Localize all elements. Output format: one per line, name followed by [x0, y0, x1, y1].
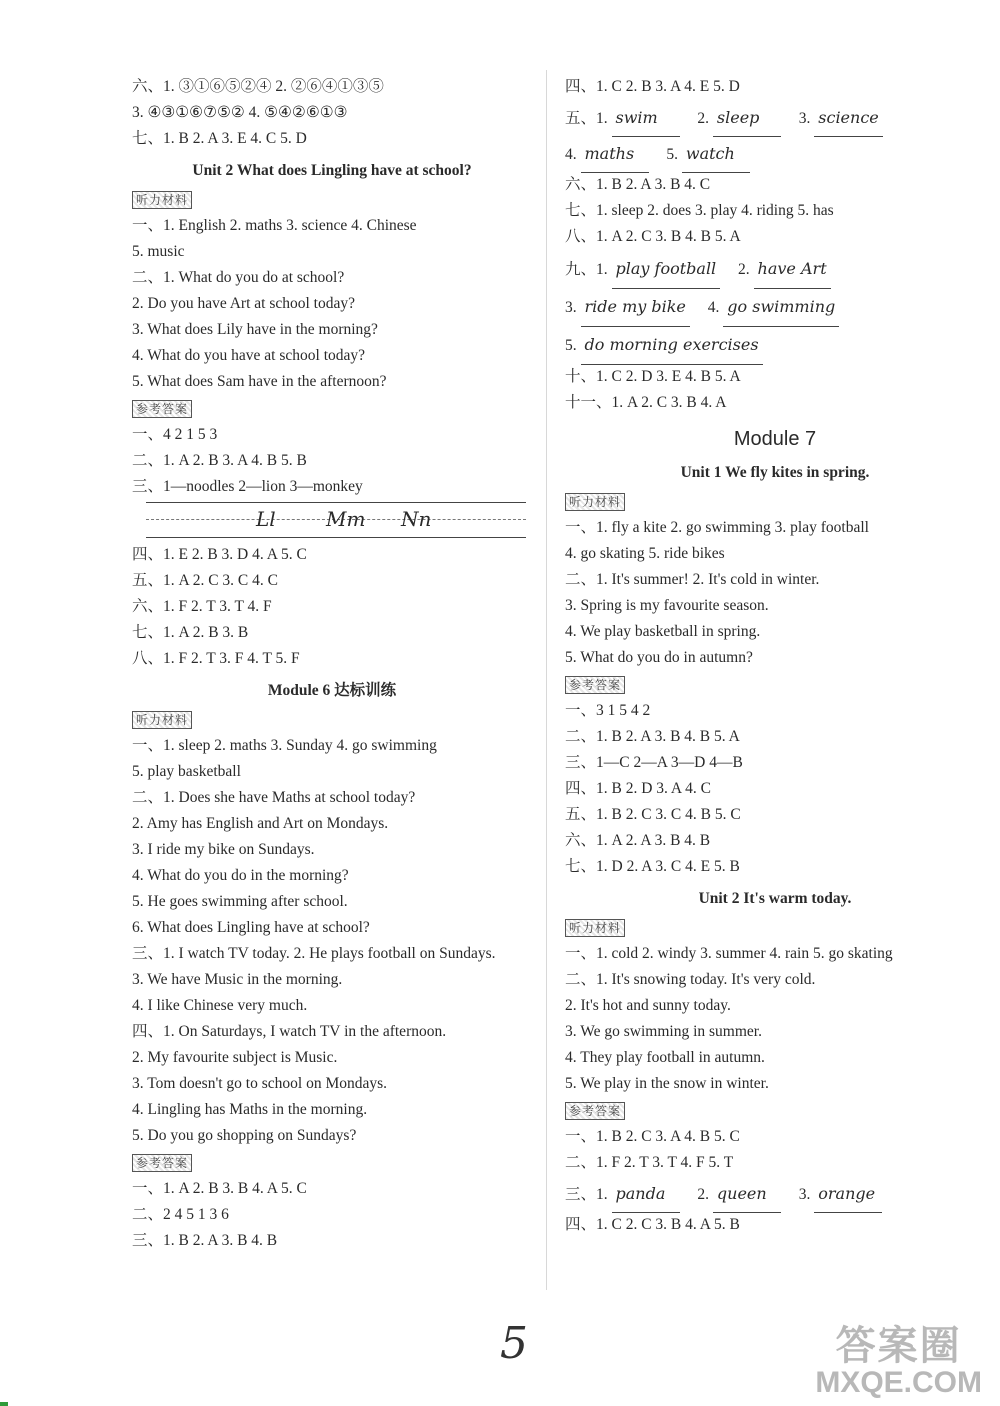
listening-line: 5. Do you go shopping on Sundays? — [132, 1127, 357, 1144]
handwritten-answer: panda — [612, 1176, 680, 1213]
listening-line: 二、1. It's snowing today. It's very cold. — [565, 971, 816, 988]
listening-line: 3. We go swimming in summer. — [565, 1023, 762, 1040]
answer-line: 四、1. E 2. B 3. D 4. A 5. C — [132, 546, 307, 563]
listening-line: 5. music — [132, 243, 185, 260]
listening-label: 听力材料 — [132, 191, 192, 209]
listening-line: 二、1. What do you do at school? — [132, 269, 345, 286]
answer-line: 三、1. B 2. A 3. B 4. B — [132, 1232, 278, 1249]
listening-line: 4. They play football in autumn. — [565, 1049, 765, 1066]
answer-line: 七、1. sleep 2. does 3. play 4. riding 5. has — [565, 202, 834, 219]
listening-line: 一、1. sleep 2. maths 3. Sunday 4. go swimming — [132, 737, 437, 754]
item-number: 五、1. — [565, 110, 608, 127]
answer-line: 七、1. A 2. B 3. B — [132, 624, 249, 641]
answer-line: 3. ④③①⑥⑦⑤② 4. ⑤④②⑥①③ — [132, 104, 348, 121]
listening-line: 4. What do you do in the morning? — [132, 867, 349, 884]
item-number: 三、1. — [565, 1186, 608, 1203]
handwriting-letter: Mm — [326, 507, 366, 531]
handwriting-letter: Nn — [401, 507, 432, 531]
listening-line: 3. Tom doesn't go to school on Mondays. — [132, 1075, 388, 1092]
handwriting-letter: Ll — [256, 507, 276, 531]
handwritten-answer-line — [565, 136, 985, 172]
item-number: 九、1. — [565, 261, 608, 278]
handwritten-answer-line — [565, 100, 985, 136]
listening-line: 5. What do you do in autumn? — [565, 649, 753, 666]
answer-line: 五、1. B 2. C 3. C 4. B 5. C — [565, 806, 741, 823]
answer-line: 三、1—C 2—A 3—D 4—B — [565, 754, 743, 771]
listening-line: 5. play basketball — [132, 763, 241, 780]
listening-line: 5. He goes swimming after school. — [132, 893, 348, 910]
handwritten-answer: science — [814, 100, 883, 137]
answer-line: 二、1. A 2. B 3. A 4. B 5. B — [132, 452, 307, 469]
listening-line: 6. What does Lingling have at school? — [132, 919, 370, 936]
handwritten-answer-line — [565, 1176, 985, 1212]
item-number: 4. — [565, 146, 577, 163]
answer-line: 四、1. C 2. B 3. A 4. E 5. D — [565, 78, 740, 95]
handwritten-answer: do morning exercises — [581, 326, 763, 365]
answer-line: 四、1. B 2. D 3. A 4. C — [565, 780, 711, 797]
listening-line: 3. We have Music in the morning. — [132, 971, 343, 988]
listening-line: 一、1. cold 2. windy 3. summer 4. rain 5. go skating — [565, 945, 893, 962]
handwritten-answer: play football — [612, 250, 721, 289]
handwritten-answer-line — [565, 326, 985, 364]
item-number: 2. — [697, 110, 710, 127]
answer-line: 八、1. F 2. T 3. F 4. T 5. F — [132, 650, 300, 667]
item-number: 3. — [798, 1186, 811, 1203]
listening-line: 三、1. I watch TV today. 2. He plays football on Sundays. — [132, 945, 496, 962]
answer-line: 七、1. B 2. A 3. E 4. C 5. D — [132, 130, 307, 147]
listening-line: 二、1. It's summer! 2. It's cold in winter. — [565, 571, 820, 588]
handwritten-answer: sleep — [713, 100, 781, 137]
answer-line: 六、1. F 2. T 3. T 4. F — [132, 598, 272, 615]
listening-line: 5. We play in the snow in winter. — [565, 1075, 769, 1092]
handwritten-answer-line — [565, 250, 985, 288]
unit1-title: Unit 1 We fly kites in spring. — [680, 464, 870, 481]
unit2-title: Unit 2 It's warm today. — [698, 890, 852, 907]
module6-title: Module 6 达标训练 — [267, 682, 397, 699]
answer-line: 二、1. B 2. A 3. B 4. B 5. A — [565, 728, 740, 745]
answer-line: 四、1. C 2. C 3. B 4. A 5. B — [565, 1216, 740, 1233]
item-number: 3. — [565, 299, 577, 316]
handwritten-answer-line — [565, 288, 985, 326]
answer-line: 二、1. F 2. T 3. T 4. F 5. T — [565, 1154, 734, 1171]
answer-line: 三、1—noodles 2—lion 3—monkey — [132, 478, 363, 495]
unit2-title: Unit 2 What does Lingling have at school? — [192, 162, 472, 179]
answer-line: 十、1. C 2. D 3. E 4. B 5. A — [565, 368, 741, 385]
listening-line: 二、1. Does she have Maths at school today? — [132, 789, 416, 806]
listening-line: 4. I like Chinese very much. — [132, 997, 308, 1014]
answer-line: 七、1. D 2. A 3. C 4. E 5. B — [565, 858, 740, 875]
answer-label: 参考答案 — [565, 1102, 625, 1120]
listening-line: 3. What does Lily have in the morning? — [132, 321, 378, 338]
handwritten-answer: orange — [814, 1176, 882, 1213]
answer-line: 六、1. A 2. A 3. B 4. B — [565, 832, 711, 849]
right-column — [565, 74, 985, 1238]
item-number: 2. — [738, 261, 750, 278]
watermark-chinese: 答案圈 — [835, 1324, 962, 1368]
column-divider — [546, 70, 547, 1290]
listening-label: 听力材料 — [132, 711, 192, 729]
listening-line: 4. Lingling has Maths in the morning. — [132, 1101, 368, 1118]
answer-line: 二、2 4 5 1 3 6 — [132, 1206, 229, 1223]
listening-line: 2. Do you have Art at school today? — [132, 295, 355, 312]
item-number: 2. — [697, 1186, 710, 1203]
answer-line: 八、1. A 2. C 3. B 4. B 5. A — [565, 228, 741, 245]
site-watermark — [815, 1324, 982, 1398]
handwritten-answer: queen — [713, 1176, 781, 1213]
watermark-url: MXQE.COM — [815, 1366, 982, 1399]
item-number: 3. — [798, 110, 811, 127]
corner-mark — [0, 1402, 8, 1406]
answer-label: 参考答案 — [132, 400, 192, 418]
answer-line: 五、1. A 2. C 3. C 4. C — [132, 572, 278, 589]
handwritten-answer: swim — [612, 100, 680, 137]
handwritten-answer: maths — [581, 136, 649, 173]
handwritten-answer: have Art — [754, 250, 831, 289]
answer-line: 一、3 1 5 4 2 — [565, 702, 651, 719]
listening-line: 2. My favourite subject is Music. — [132, 1049, 338, 1066]
handwritten-answer: ride my bike — [581, 288, 690, 327]
listening-line: 3. Spring is my favourite season. — [565, 597, 769, 614]
module7-title: Module 7 — [733, 428, 817, 450]
answer-line: 一、4 2 1 5 3 — [132, 426, 218, 443]
answer-line: 十一、1. A 2. C 3. B 4. A — [565, 394, 727, 411]
listening-line: 3. I ride my bike on Sundays. — [132, 841, 315, 858]
listening-line: 4. go skating 5. ride bikes — [565, 545, 725, 562]
listening-line: 4. We play basketball in spring. — [565, 623, 761, 640]
answer-line: 六、1. B 2. A 3. B 4. C — [565, 176, 711, 193]
handwritten-answer: watch — [682, 136, 750, 173]
page-number: 5 — [500, 1318, 528, 1369]
listening-label: 听力材料 — [565, 919, 625, 937]
item-number: 4. — [707, 299, 720, 316]
answer-line: 一、1. B 2. C 3. A 4. B 5. C — [565, 1128, 740, 1145]
listening-line: 4. What do you have at school today? — [132, 347, 366, 364]
answer-label: 参考答案 — [565, 676, 625, 694]
handwritten-answer: go swimming — [723, 288, 839, 327]
listening-line: 一、1. English 2. maths 3. science 4. Chinese — [132, 217, 417, 234]
handwriting-line — [146, 502, 526, 538]
left-column — [132, 74, 532, 1254]
item-number: 5. — [565, 337, 577, 354]
listening-label: 听力材料 — [565, 493, 625, 511]
item-number: 5. — [666, 146, 678, 163]
listening-line: 5. What does Sam have in the afternoon? — [132, 373, 387, 390]
listening-line: 四、1. On Saturdays, I watch TV in the afternoon. — [132, 1023, 447, 1040]
listening-line: 2. Amy has English and Art on Mondays. — [132, 815, 389, 832]
answer-line: 六、1. ③①⑥⑤②④ 2. ②⑥④①③⑤ — [132, 78, 384, 95]
listening-line: 2. It's hot and sunny today. — [565, 997, 731, 1014]
listening-line: 一、1. fly a kite 2. go swimming 3. play football — [565, 519, 869, 536]
answer-line: 一、1. A 2. B 3. B 4. A 5. C — [132, 1180, 307, 1197]
answer-label: 参考答案 — [132, 1154, 192, 1172]
